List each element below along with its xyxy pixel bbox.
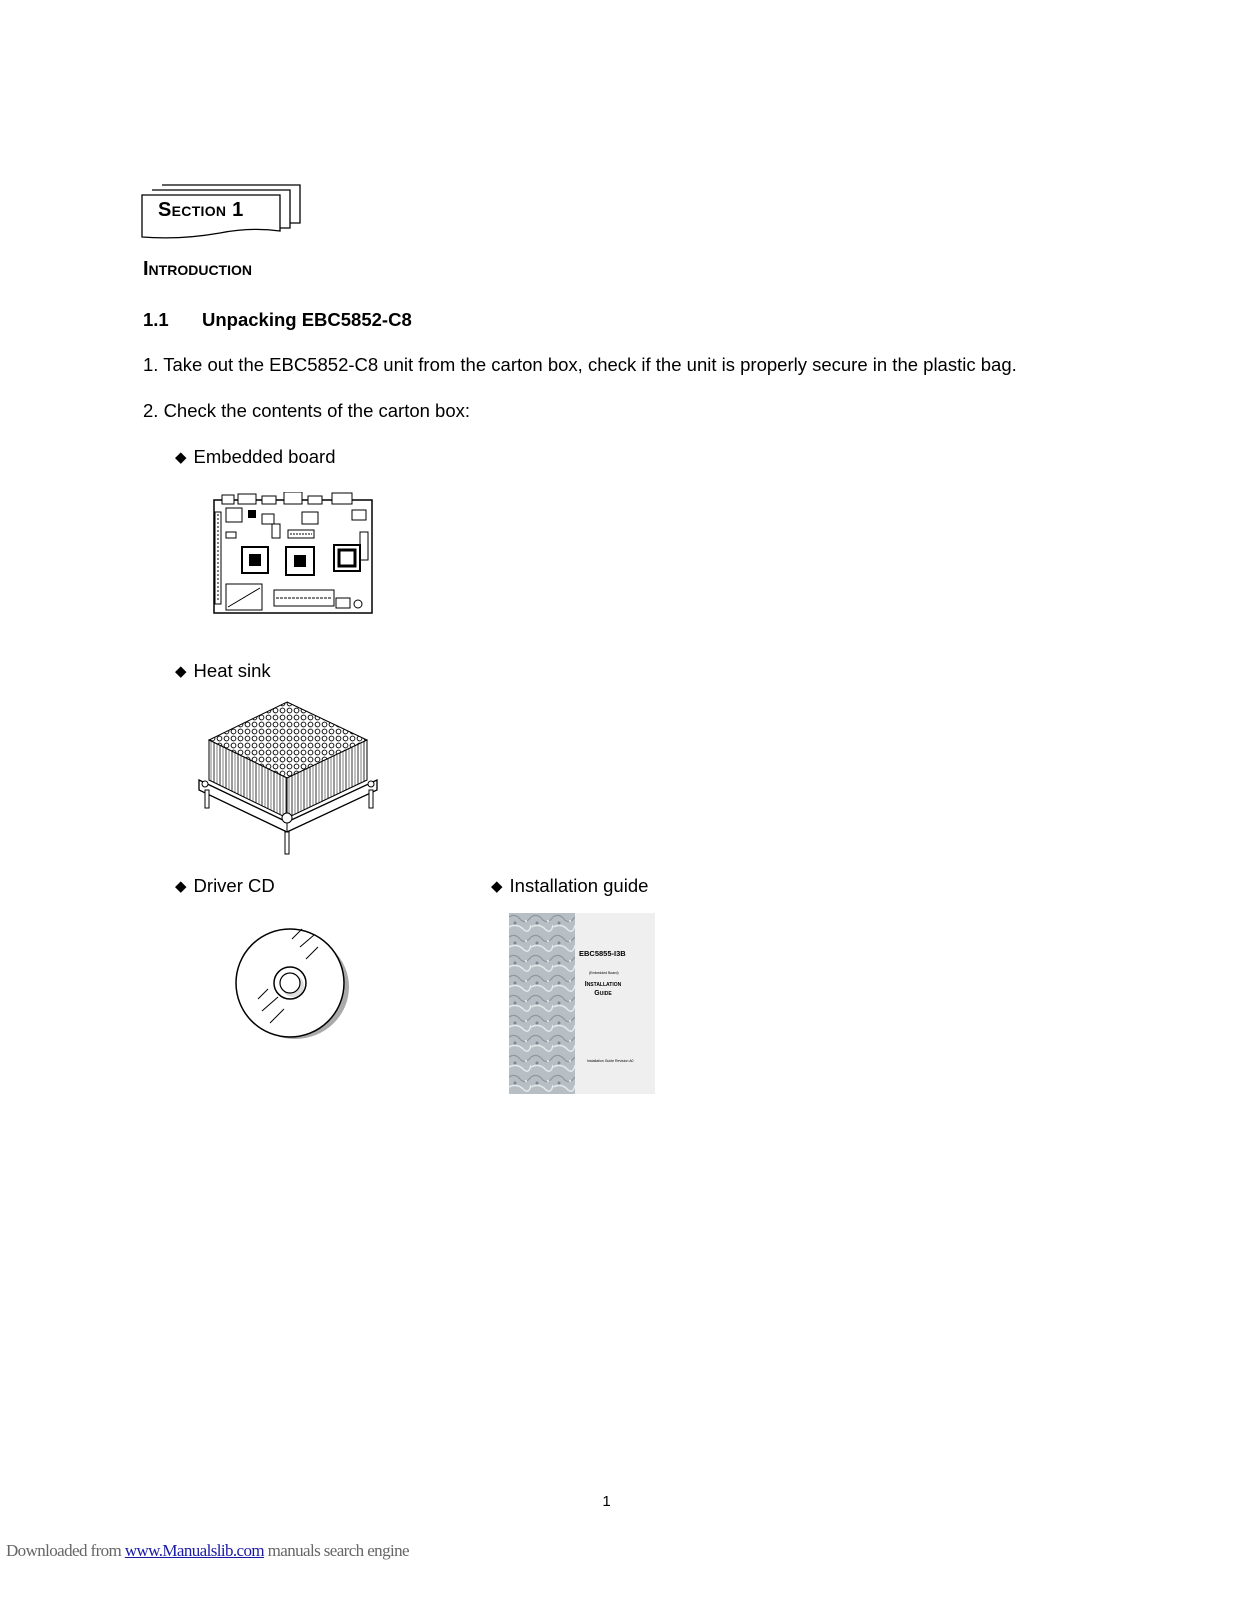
item-embedded-board xyxy=(175,446,336,468)
section-tab xyxy=(140,183,305,241)
step-2: 2. Check the contents of the carton box: xyxy=(143,400,471,421)
guide-revision: Installation Guide Revision A0 xyxy=(587,1059,634,1063)
item-driver-cd xyxy=(175,875,275,897)
download-footer xyxy=(6,1541,409,1561)
marble-texture-icon xyxy=(509,913,575,1094)
footer-suffix: manuals search engine xyxy=(264,1541,409,1560)
guide-model: EBC5855-I3B xyxy=(579,949,626,958)
manualslib-link[interactable]: www.Manualslib.com xyxy=(124,1541,265,1560)
cd-icon xyxy=(232,925,354,1043)
item-heat-sink xyxy=(175,660,271,682)
installation-guide-cover xyxy=(509,913,655,1094)
guide-title-line1: Installation xyxy=(584,981,622,988)
diamond-bullet-icon: ◆ xyxy=(491,878,503,895)
subsection-heading xyxy=(143,309,412,331)
item-installation-guide xyxy=(491,875,648,897)
subsection-number: 1.1 xyxy=(143,309,169,330)
diamond-bullet-icon: ◆ xyxy=(175,878,187,895)
driver-cd-image xyxy=(232,925,354,1048)
page-number: 1 xyxy=(602,1493,611,1510)
heat-sink-image xyxy=(195,700,381,861)
subsection-title: Unpacking EBC5852-C8 xyxy=(202,309,412,330)
section-title: Section 1 xyxy=(158,199,244,221)
diamond-bullet-icon: ◆ xyxy=(175,663,187,680)
embedded-board-image xyxy=(212,492,374,621)
diamond-bullet-icon: ◆ xyxy=(175,449,187,466)
footer-prefix: Downloaded from xyxy=(6,1541,125,1560)
item-label: Installation guide xyxy=(509,875,649,896)
guide-subtitle: (Embedded Board) xyxy=(589,971,619,975)
item-label: Heat sink xyxy=(193,660,271,681)
item-label: Driver CD xyxy=(193,875,275,896)
step-1: 1. Take out the EBC5852-C8 unit from the carton box, check if the unit is properly secure in the plastic bag. xyxy=(143,354,1017,375)
chapter-heading: Introduction xyxy=(143,258,252,280)
guide-title-line2: Guide xyxy=(594,990,612,997)
item-label: Embedded board xyxy=(193,446,336,467)
embedded-board-icon xyxy=(212,492,374,616)
heat-sink-icon xyxy=(195,700,381,856)
